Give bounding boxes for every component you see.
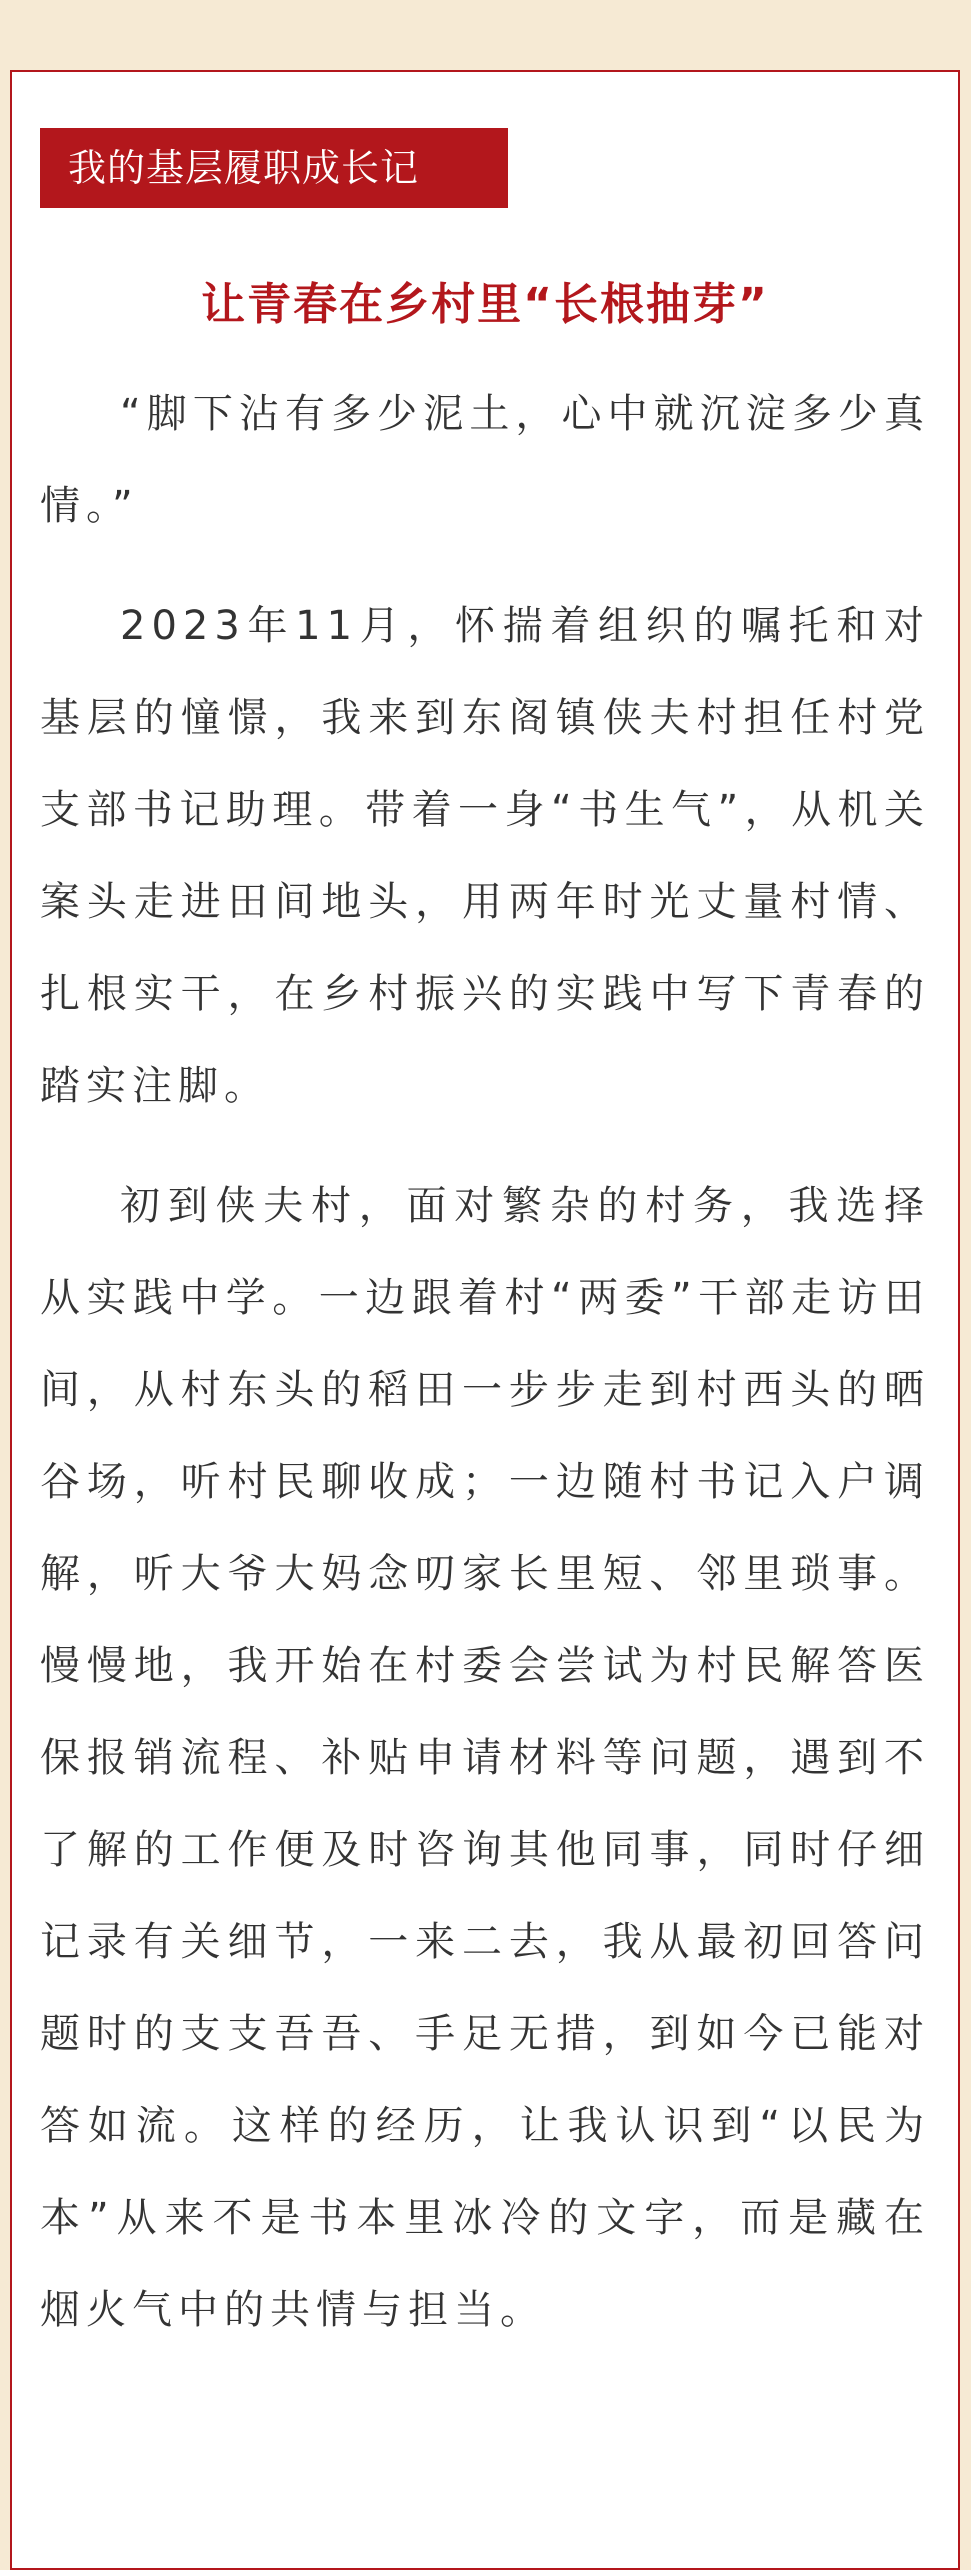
paragraph-intro: 2023年11月，怀揣着组织的嘱托和对基层的憧憬，我来到东阁镇侠夫村担任村党支部书记助理。带着一身“书生气”，从机关案头走进田间地头，用两年时光丈量村情、扎根实干，在乡村振兴的实践中写下青春的踏实注脚。 — [40, 603, 930, 1109]
article-body — [40, 368, 930, 2384]
section-tag: 我的基层履职成长记 — [40, 128, 508, 208]
paragraph-practice: 初到侠夫村，面对繁杂的村务，我选择从实践中学。一边跟着村“两委”干部走访田间，从村东头的稻田一步步走到村西头的晒谷场，听村民聊收成；一边随村书记入户调解，听大爷大妈念叨家长里短、邻里琐事。慢慢地，我开始在村委会尝试为村民解答医保报销流程、补贴申请材料等问题，遇到不了解的工作便及时咨询其他同事，同时仔细记录有关细节，一来二去，我从最初回答问题时的支支吾吾、手足无措，到如今已能对答如流。这样的经历，让我认识到“以民为本”从来不是书本里冰冷的文字，而是藏在烟火气中的共情与担当。 — [40, 1183, 930, 2333]
article-card — [10, 70, 960, 2570]
article-title: 让青春在乡村里“长根抽芽” — [201, 279, 769, 330]
paragraph-quote: “脚下沾有多少泥土，心中就沉淀多少真情。” — [40, 391, 930, 529]
